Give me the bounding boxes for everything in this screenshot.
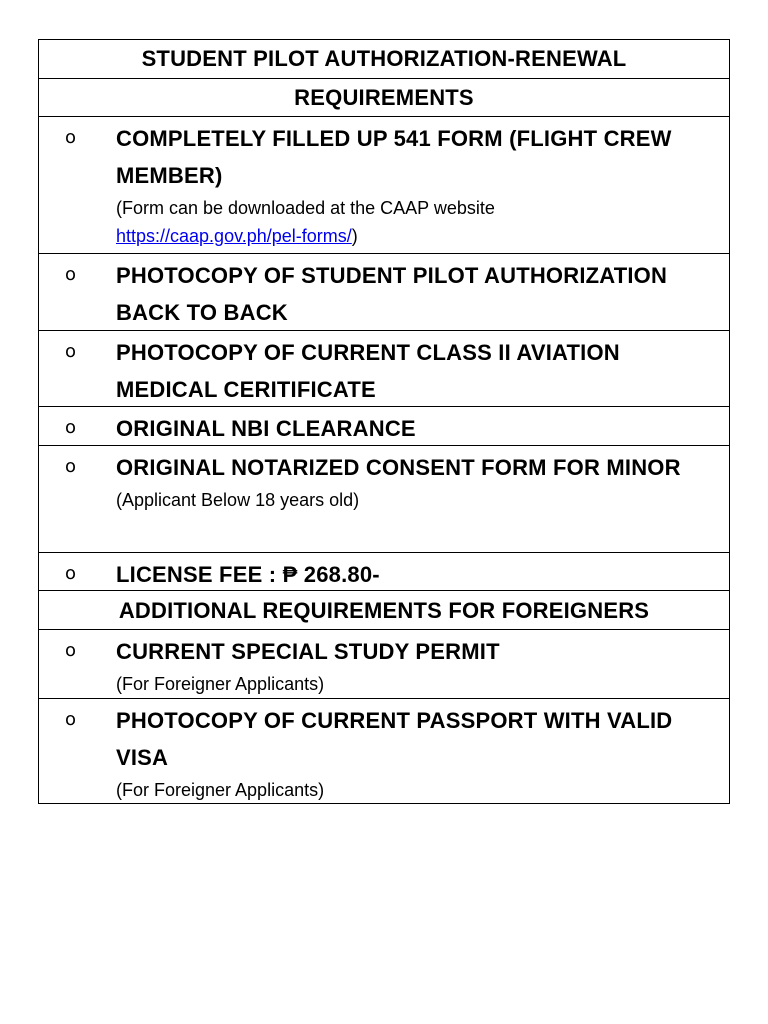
bullet-icon: o: [65, 456, 77, 477]
requirement-item-study-permit: [39, 629, 729, 698]
requirement-note-suffix: ): [351, 226, 358, 246]
bullet-icon: o: [65, 417, 77, 438]
bullet-icon: o: [65, 563, 77, 584]
requirement-item-541-form: [39, 116, 729, 253]
foreigners-section-title: ADDITIONAL REQUIREMENTS FOR FOREIGNERS: [39, 590, 729, 629]
bullet-icon: o: [65, 127, 77, 148]
requirements-table: [38, 39, 730, 804]
requirement-item-consent-form: [39, 445, 729, 552]
bullet-icon: o: [65, 341, 77, 362]
table-title-line-1: STUDENT PILOT AUTHORIZATION-RENEWAL: [141, 46, 627, 71]
requirement-title: CURRENT SPECIAL STUDY PERMIT: [116, 639, 500, 664]
requirement-title: PHOTOCOPY OF CURRENT CLASS II AVIATION MEDICAL CERITIFICATE: [116, 340, 620, 402]
caap-forms-link[interactable]: https://caap.gov.ph/pel-forms/: [116, 226, 352, 246]
bullet-icon: o: [65, 640, 77, 661]
requirement-item-spa-photocopy: [39, 253, 729, 330]
requirement-title: ORIGINAL NBI CLEARANCE: [116, 416, 416, 441]
bullet-icon: o: [65, 264, 77, 285]
requirement-title: ORIGINAL NOTARIZED CONSENT FORM FOR MINOR: [116, 455, 681, 480]
requirement-item-nbi-clearance: [39, 406, 729, 445]
requirement-note: (Applicant Below 18 years old): [116, 490, 360, 510]
requirement-note-text: (Form can be downloaded at the CAAP website: [116, 198, 495, 218]
table-title-line-2: REQUIREMENTS: [39, 78, 729, 116]
requirement-title: COMPLETELY FILLED UP 541 FORM (FLIGHT CREW MEMBER): [116, 126, 672, 188]
requirement-item-passport-visa: [39, 698, 729, 803]
requirement-item-license-fee: [39, 552, 729, 590]
requirement-note: [116, 194, 721, 250]
requirement-note: (For Foreigner Applicants): [116, 780, 325, 800]
requirement-note: (For Foreigner Applicants): [116, 674, 325, 694]
requirement-item-medical-certificate: [39, 330, 729, 406]
license-fee: LICENSE FEE : ₱ 268.80-: [116, 562, 380, 587]
requirement-title: PHOTOCOPY OF CURRENT PASSPORT WITH VALID VISA: [116, 708, 673, 770]
requirement-title: PHOTOCOPY OF STUDENT PILOT AUTHORIZATION BACK TO BACK: [116, 263, 668, 325]
bullet-icon: o: [65, 709, 77, 730]
